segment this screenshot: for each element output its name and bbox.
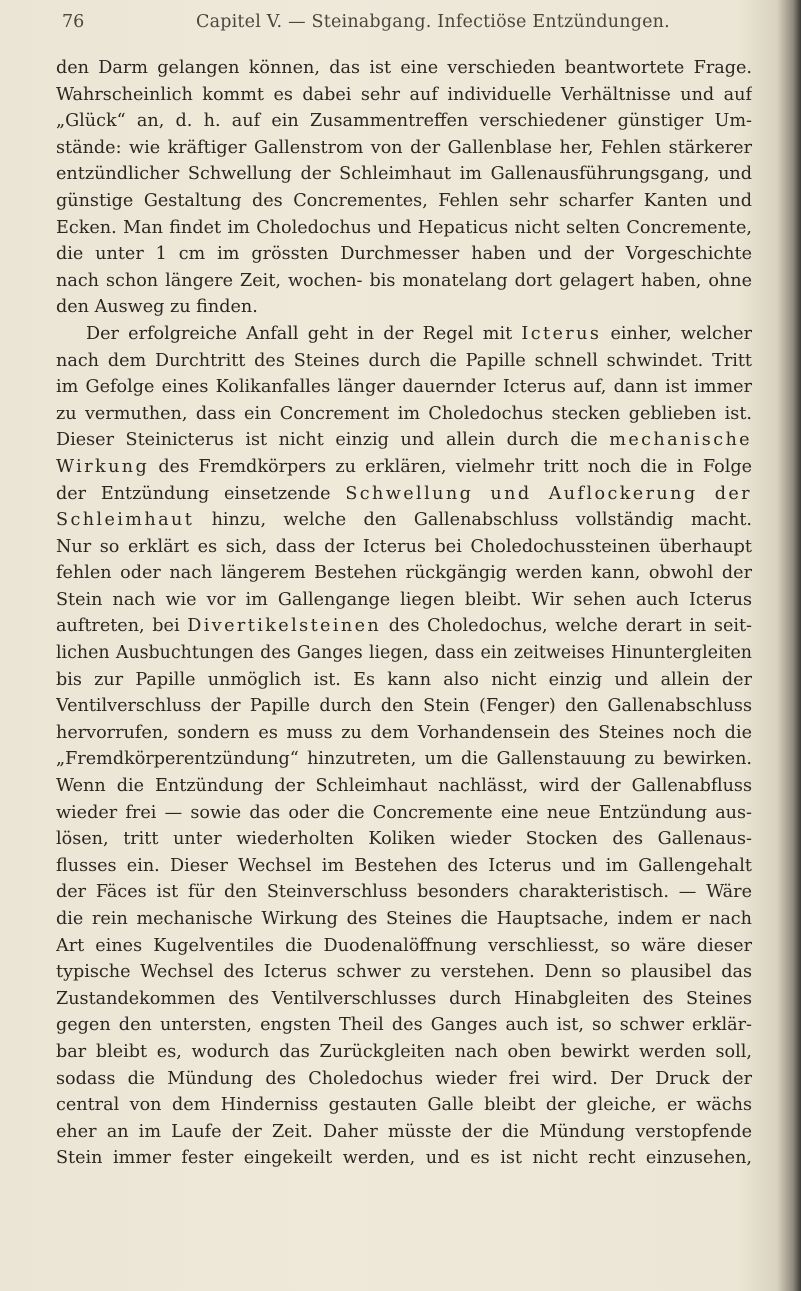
- text-line: nach schon längere Zeit, wochen- bis monatelang dort gelagert haben, ohne: [56, 270, 752, 291]
- text-line: bar bleibt es, wodurch das Zurückgleiten nach oben bewirkt werden soll,: [56, 1041, 752, 1062]
- text-line: Stein immer fester eingekeilt werden, und es ist nicht recht einzusehen,: [56, 1148, 752, 1169]
- text-line: Stein nach wie vor im Gallengange liegen bleibt. Wir sehen auch Icterus: [56, 589, 752, 610]
- spaced-emphasis: Divertikelsteinen: [187, 616, 382, 637]
- text-line: Ventilverschluss der Papille durch den Stein (Fenger) den Gallenabschluss: [56, 696, 752, 717]
- text-line: die unter 1 cm im grössten Durchmesser haben und der Vorgeschichte: [56, 244, 752, 265]
- page-number: 76: [62, 12, 85, 32]
- spaced-emphasis: Icterus: [521, 323, 602, 344]
- text-line: günstige Gestaltung des Concrementes, Fehlen sehr scharfer Kanten und: [56, 190, 752, 211]
- spaced-emphasis: mechanische: [609, 430, 752, 451]
- text-segment: des Fremdkörpers zu erklären, vielmehr tritt noch die in Folge: [149, 456, 752, 477]
- text-line: stände: wie kräftiger Gallenstrom von der Gallenblase her, Fehlen stärkerer: [56, 137, 752, 158]
- text-line: Wenn die Entzündung der Schleimhaut nachlässt, wird der Gallenabfluss: [56, 776, 752, 797]
- text-line: zu vermuthen, dass ein Concrement im Choledochus stecken geblieben ist.: [56, 403, 752, 424]
- text-segment: Dieser Steinicterus ist nicht einzig und allein durch die: [56, 430, 610, 451]
- spaced-emphasis: Wirkung: [56, 456, 150, 477]
- text-segment: einher, welcher: [601, 323, 752, 344]
- text-line: fehlen oder nach längerem Bestehen rückgängig werden kann, obwohl der: [56, 563, 752, 584]
- text-line: [56, 613, 752, 640]
- text-line: wieder frei — sowie das oder die Concremente eine neue Entzündung aus-: [56, 802, 752, 823]
- spaced-emphasis: Schleimhaut: [56, 510, 195, 531]
- text-line: der Fäces ist für den Steinverschluss besonders charakteristisch. — Wäre: [56, 882, 752, 903]
- text-line: „Fremdkörperentzündung“ hinzutreten, um die Gallenstauung zu bewirken.: [56, 749, 752, 770]
- page-header: [62, 12, 752, 40]
- text-line: „Glück“ an, d. h. auf ein Zusammentreffen verschiedener günstiger Um-: [56, 111, 752, 132]
- text-line: [56, 427, 752, 454]
- text-line: typische Wechsel des Icterus schwer zu verstehen. Denn so plausibel das: [56, 962, 752, 983]
- text-line: nach dem Durchtritt des Steines durch die Papille schnell schwindet. Tritt: [56, 350, 752, 371]
- text-line: die rein mechanische Wirkung des Steines die Hauptsache, indem er nach: [56, 909, 752, 929]
- text-line: eher an im Laufe der Zeit. Daher müsste der die Mündung verstopfende: [56, 1121, 752, 1142]
- text-line: den Ausweg zu finden.: [56, 297, 258, 318]
- text-line: [56, 454, 752, 481]
- text-segment: auftreten, bei: [56, 616, 188, 637]
- text-line: gegen den untersten, engsten Theil des Ganges auch ist, so schwer erklär-: [56, 1015, 752, 1036]
- text-line: [56, 481, 752, 508]
- spaced-emphasis: Schwellung und Auflockerung der: [345, 483, 752, 504]
- text-line: lösen, tritt unter wiederholten Koliken wieder Stocken des Gallenaus-: [56, 829, 752, 850]
- text-line: den Darm gelangen können, das ist eine verschieden beantwortete Frage.: [56, 58, 752, 78]
- text-line: sodass die Mündung des Choledochus wieder frei wird. Der Druck der: [56, 1068, 752, 1089]
- text-line: flusses ein. Dieser Wechsel im Bestehen des Icterus und im Gallengehalt: [56, 855, 752, 876]
- text-line: central von dem Hinderniss gestauten Galle bleibt der gleiche, er wächs: [56, 1095, 752, 1116]
- text-line: im Gefolge eines Kolikanfalles länger dauernder Icterus auf, dann ist immer: [56, 377, 752, 398]
- text-line: [56, 321, 752, 348]
- text-line: Ecken. Man findet im Choledochus und Hepaticus nicht selten Concremente,: [56, 217, 752, 238]
- text-segment: hinzu, welche den Gallenabschluss vollständig macht.: [194, 510, 752, 531]
- text-line: Wahrscheinlich kommt es dabei sehr auf individuelle Verhältnisse und auf: [56, 84, 752, 105]
- text-line: entzündlicher Schwellung der Schleimhaut im Gallenausführungsgang, und: [56, 164, 752, 185]
- text-line: bis zur Papille unmöglich ist. Es kann also nicht einzig und allein der: [56, 669, 752, 690]
- text-line: [56, 507, 752, 534]
- body-text: [56, 55, 752, 1172]
- running-head: Capitel V. — Steinabgang. Infectiöse Entzündungen.: [196, 12, 670, 32]
- text-line: hervorrufen, sondern es muss zu dem Vorhandensein des Steines noch die: [56, 722, 752, 743]
- text-line: Art eines Kugelventiles die Duodenalöffnung verschliesst, so wäre dieser: [56, 935, 752, 956]
- text-line: lichen Ausbuchtungen des Ganges liegen, dass ein zeitweises Hinuntergleiten: [56, 643, 752, 664]
- text-segment: der Entzündung einsetzende: [56, 483, 346, 504]
- text-line: Zustandekommen des Ventilverschlusses durch Hinabgleiten des Steines: [56, 988, 752, 1009]
- text-line: Nur so erklärt es sich, dass der Icterus bei Choledochussteinen überhaupt: [56, 536, 752, 557]
- text-segment: Der erfolgreiche Anfall geht in der Regel mit: [86, 323, 522, 344]
- text-segment: des Choledochus, welche derart in seit-: [381, 616, 752, 637]
